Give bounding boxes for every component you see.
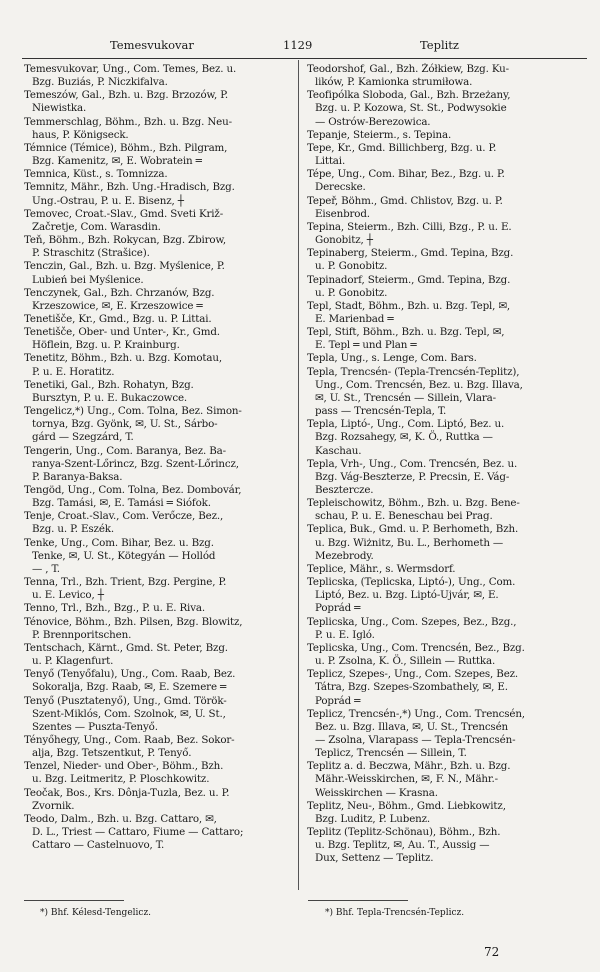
- gazetteer-entry: [24, 168, 302, 181]
- entry-line: Teplicz, Trencsén-,*) Ung., Com. Trencsén,: [307, 707, 525, 720]
- entry-line: Poprád ═: [315, 602, 361, 615]
- entry-line: Höflein, Bzg. u. P. Krainburg.: [32, 339, 180, 352]
- entry-line: Teň, Böhm., Bzh. Rokycan, Bzg. Zbirow,: [24, 234, 227, 247]
- entry-line: Krzeszowice, ✉, E. Krzeszowice ═: [32, 299, 203, 312]
- gazetteer-entry: [24, 695, 302, 734]
- gazetteer-entry: [24, 116, 302, 142]
- entry-line: Temnitz, Mähr., Bzh. Ung.-Hradisch, Bzg.: [24, 181, 235, 194]
- entry-line: u. Bzg. Teplitz, ✉, Au. T., Aussig —: [315, 839, 490, 852]
- entry-line: P. Straschitz (Strašice).: [32, 247, 150, 260]
- entry-line: Teplitz, Neu-, Böhm., Gmd. Liebkowitz,: [307, 799, 506, 812]
- gazetteer-entry: [24, 602, 302, 615]
- entry-line: Gonobitz, ┼: [315, 234, 373, 247]
- gazetteer-entry: [307, 142, 585, 168]
- gazetteer-entry: [307, 708, 585, 761]
- running-header: [0, 38, 600, 54]
- entry-line: Besztercze.: [315, 484, 374, 496]
- gazetteer-entry: [307, 523, 585, 562]
- entry-line: Tepina, Steierm., Bzh. Cilli, Bzg., P. u. E.: [307, 220, 512, 233]
- entry-line: Teplicz, Trencsén — Sillein, T.: [315, 747, 467, 760]
- gazetteer-entry: [24, 576, 302, 602]
- gazetteer-entry: [307, 576, 585, 615]
- entry-line: Temovec, Croat.-Slav., Gmd. Sveti Križ-: [24, 207, 224, 220]
- header-rule: [22, 58, 587, 59]
- entry-line: Tepleischowitz, Böhm., Bzh. u. Bzg. Bene-: [307, 497, 520, 510]
- header-page-number: 1129: [283, 38, 313, 52]
- entry-line: Tepanje, Steierm., s. Tepina.: [307, 128, 452, 141]
- entry-line: Tenyő (Pusztatenyő), Ung., Gmd. Török-: [24, 694, 227, 707]
- entry-line: — Zsolna, Vlarapass — Tepla-Trencsén-: [315, 733, 516, 746]
- gazetteer-entry: [307, 418, 585, 457]
- entry-line: Tényőhegy, Ung., Com. Raab, Bez. Sokor-: [24, 733, 235, 746]
- gazetteer-entry: [24, 642, 302, 668]
- gazetteer-entry: [307, 352, 585, 365]
- entry-line: Tenczin, Gal., Bzh. u. Bzg. Myślenice, P.: [24, 260, 225, 273]
- entry-line: u. P. Klagenfurt.: [32, 655, 114, 668]
- header-right: Teplitz: [420, 38, 459, 52]
- entry-line: Tepla, Vrh-, Ung., Com. Trencsén, Bez. u.: [307, 457, 518, 470]
- entry-line: Tepla, Liptó-, Ung., Com. Liptó, Bez. u.: [307, 418, 505, 431]
- right-column: [307, 63, 585, 866]
- entry-line: u. P. Gonobitz.: [315, 260, 388, 273]
- footnote-left: *) Bhf. Kélesd-Tengelicz.: [40, 908, 152, 918]
- gazetteer-entry: [307, 221, 585, 247]
- entry-line: Bzg. Vág-Beszterze, P. Precsin, E. Vág-: [315, 470, 510, 483]
- entry-line: Ténovice, Böhm., Bzh. Pilsen, Bzg. Blowitz,: [24, 615, 243, 628]
- gazetteer-entry: [307, 616, 585, 642]
- entry-line: u. Bzg. Leitmeritz, P. Ploschkowitz.: [32, 773, 210, 786]
- gazetteer-entry: [24, 405, 302, 444]
- entry-line: Tenje, Croat.-Slav., Com. Verőcze, Bez.,: [24, 510, 224, 523]
- entry-line: Littai.: [315, 155, 346, 168]
- entry-line: Tentschach, Kärnt., Gmd. St. Peter, Bzg.: [24, 641, 228, 654]
- entry-line: Eisenbrod.: [315, 207, 370, 220]
- entry-line: Teplicska, (Teplicska, Liptó-), Ung., Com.: [307, 576, 516, 589]
- gazetteer-entry: [307, 760, 585, 799]
- entry-line: Teofipólka Sloboda, Gal., Bzh. Brzeżany,: [307, 89, 511, 102]
- gazetteer-entry: [24, 287, 302, 313]
- entry-line: Teplice, Mähr., s. Wermsdorf.: [307, 562, 456, 575]
- entry-line: Niewistka.: [32, 102, 87, 115]
- entry-line: Bzg. u. P. Kozowa, St. St., Podwysokie: [315, 102, 507, 115]
- gazetteer-entry: [307, 800, 585, 826]
- gazetteer-entry: [24, 668, 302, 694]
- gazetteer-entry: [24, 484, 302, 510]
- header-left: Temesvukovar: [110, 38, 194, 52]
- entry-line: Mähr.-Weisskirchen, ✉, F. N., Mähr.-: [315, 773, 499, 786]
- entry-line: Začretje, Com. Warasdin.: [32, 220, 161, 233]
- gazetteer-entry: [24, 445, 302, 484]
- entry-line: alja, Bzg. Tetszentkut, P. Tenyő.: [32, 747, 192, 760]
- entry-line: Teodorshof, Gal., Bzh. Żółkiew, Bzg. Ku-: [307, 63, 509, 75]
- entry-line: Dux, Settenz — Teplitz.: [315, 852, 434, 865]
- entry-line: P. Brennporitschen.: [32, 628, 132, 641]
- gazetteer-entry: [307, 826, 585, 865]
- entry-line: Bzg. Buziás, P. Niczkifalva.: [32, 76, 168, 89]
- gazetteer-entry: [24, 813, 302, 852]
- entry-line: Teplitz (Teplitz-Schönau), Böhm., Bzh.: [307, 826, 501, 839]
- entry-line: Tenczynek, Gal., Bzh. Chrzanów, Bzg.: [24, 286, 215, 299]
- entry-line: Tepeř, Böhm., Gmd. Chlistov, Bzg. u. P.: [307, 194, 503, 207]
- entry-line: Ung.-Ostrau, P. u. E. Bisenz, ┼: [32, 194, 184, 207]
- entry-line: Témnice (Témice), Böhm., Bzh. Pilgram,: [24, 141, 228, 154]
- entry-line: P. u. E. Igló.: [315, 628, 375, 641]
- entry-line: Tengelicz,*) Ung., Com. Tolna, Bez. Simon-: [24, 405, 242, 418]
- gazetteer-entry: [307, 129, 585, 142]
- gazetteer-entry: [24, 181, 302, 207]
- entry-line: u. E. Levico, ┼: [32, 589, 104, 602]
- entry-line: Tepla, Trencsén- (Tepla-Trencsén-Teplitz),: [307, 365, 520, 378]
- entry-line: Liptó, Bez. u. Bzg. Liptó-Ujvár, ✉, E.: [315, 589, 499, 602]
- gazetteer-entry: [307, 668, 585, 707]
- entry-line: Teplicska, Ung., Com. Szepes, Bez., Bzg.,: [307, 615, 517, 628]
- entry-line: Temesvukovar, Ung., Com. Temes, Bez. u.: [24, 63, 237, 75]
- entry-line: E. Tepl ═ und Plan ═: [315, 339, 417, 352]
- gazetteer-entry: [24, 734, 302, 760]
- entry-line: Tepe, Kr., Gmd. Billichberg, Bzg. u. P.: [307, 141, 497, 154]
- entry-line: Cattaro — Castelnuovo, T.: [32, 839, 165, 852]
- gazetteer-entry: [24, 379, 302, 405]
- entry-line: Tenke, Ung., Com. Bihar, Bez. u. Bzg.: [24, 536, 214, 549]
- entry-line: Weisskirchen — Krasna.: [315, 786, 438, 799]
- entry-line: Tépe, Ung., Com. Bihar, Bez., Bzg. u. P.: [307, 168, 505, 181]
- gazetteer-entry: [24, 616, 302, 642]
- entry-line: Teplitz a. d. Beczwa, Mähr., Bzh. u. Bzg.: [307, 760, 511, 773]
- entry-line: u. P. Gonobitz.: [315, 286, 388, 299]
- page-number: 72: [484, 945, 500, 959]
- entry-line: D. L., Triest — Cattaro, Fiume — Cattaro;: [32, 826, 244, 839]
- entry-line: Temeszów, Gal., Bzh. u. Bzg. Brzozów, P.: [24, 89, 229, 102]
- entry-line: E. Marienbad ═: [315, 312, 394, 325]
- entry-line: Tenetišče, Ober- und Unter-, Kr., Gmd.: [24, 326, 220, 339]
- entry-line: Temnica, Küst., s. Tomnizza.: [24, 168, 168, 181]
- gazetteer-entry: [307, 63, 585, 89]
- gazetteer-entry: [307, 168, 585, 194]
- entry-line: Tenetišče, Kr., Gmd., Bzg. u. P. Littai.: [24, 312, 212, 325]
- entry-line: Tenetitz, Böhm., Bzh. u. Bzg. Komotau,: [24, 352, 222, 365]
- entry-line: Tengerin, Ung., Com. Baranya, Bez. Ba-: [24, 444, 226, 457]
- gazetteer-entry: [307, 458, 585, 497]
- gazetteer-entry: [307, 274, 585, 300]
- entry-line: u. Bzg. Wiżnitz, Bu. L., Berhometh —: [315, 536, 504, 549]
- gazetteer-entry: [24, 89, 302, 115]
- gazetteer-entry: [24, 510, 302, 536]
- entry-line: Tenna, Trl., Bzh. Trient, Bzg. Pergine, P.: [24, 576, 227, 589]
- gazetteer-entry: [24, 787, 302, 813]
- entry-line: u. P. Zsolna, K. Ö., Sillein — Ruttka.: [315, 655, 496, 668]
- entry-line: lików, P. Kamionka strumiłowa.: [315, 76, 473, 89]
- entry-line: schau, P. u. E. Beneschau bei Prag.: [315, 510, 493, 523]
- gazetteer-entry: [307, 89, 585, 128]
- entry-line: Bzg. Kamenitz, ✉, E. Wobratein ═: [32, 155, 202, 168]
- entry-line: tornya, Bzg. Gyönk, ✉, U. St., Sárbo-: [32, 418, 218, 431]
- gazetteer-entry: [307, 300, 585, 326]
- entry-line: — Ostrów-Berezowica.: [315, 115, 431, 128]
- entry-line: Teočak, Bos., Krs. Dônja-Tuzla, Bez. u. P.: [24, 786, 230, 799]
- entry-line: gárd — Szegzárd, T.: [32, 431, 134, 444]
- entry-line: Teplica, Buk., Gmd. u. P. Berhometh, Bzh.: [307, 523, 519, 536]
- entry-line: haus, P. Königseck.: [32, 128, 129, 141]
- gazetteer-entry: [307, 326, 585, 352]
- entry-line: Tengöd, Ung., Com. Tolna, Bez. Dombovár,: [24, 484, 242, 496]
- entry-line: — , T.: [32, 562, 60, 575]
- entry-line: Kaschau.: [315, 444, 362, 457]
- entry-line: Bzg. Tamási, ✉, E. Tamási ═ Siófok.: [32, 497, 211, 510]
- entry-line: Tenzel, Nieder- und Ober-, Böhm., Bzh.: [24, 760, 224, 773]
- gazetteer-entry: [24, 326, 302, 352]
- entry-line: P. Baranya-Baksa.: [32, 470, 123, 483]
- gazetteer-entry: [307, 195, 585, 221]
- gazetteer-entry: [307, 247, 585, 273]
- gazetteer-entry: [307, 563, 585, 576]
- entry-line: Temmerschlag, Böhm., Bzh. u. Bzg. Neu-: [24, 115, 232, 128]
- footnote-rule-left: [24, 900, 124, 901]
- entry-line: Teodo, Dalm., Bzh. u. Bzg. Cattaro, ✉,: [24, 812, 217, 825]
- entry-line: Tepl, Stadt, Böhm., Bzh. u. Bzg. Tepl, ✉,: [307, 299, 511, 312]
- entry-line: Poprád ═: [315, 694, 361, 707]
- entry-line: Tenke, ✉, U. St., Kötegyán — Hollód: [32, 549, 216, 562]
- gazetteer-entry: [24, 537, 302, 576]
- gazetteer-entry: [307, 497, 585, 523]
- entry-line: ✉, U. St., Trencsén — Sillein, Vlara-: [315, 391, 496, 404]
- entry-line: ranya-Szent-Lőrincz, Bzg. Szent-Lőrincz,: [32, 457, 239, 470]
- footnote-rule-right: [308, 900, 408, 901]
- entry-line: Derecske.: [315, 181, 366, 194]
- gazetteer-entry: [307, 642, 585, 668]
- gazetteer-entry: [24, 313, 302, 326]
- gazetteer-entry: [24, 260, 302, 286]
- entry-line: P. u. E. Horatitz.: [32, 365, 115, 378]
- entry-line: Bursztyn, P. u. E. Bukaczowce.: [32, 391, 188, 404]
- entry-line: Tepinaberg, Steierm., Gmd. Tepina, Bzg.: [307, 247, 514, 260]
- entry-line: Sokoralja, Bzg. Raab, ✉, E. Szemere ═: [32, 681, 227, 694]
- entry-line: Mezebrody.: [315, 549, 374, 562]
- gazetteer-entry: [24, 142, 302, 168]
- gazetteer-entry: [24, 760, 302, 786]
- entry-line: Bez. u. Bzg. Illava, ✉, U. St., Trencsén: [315, 720, 508, 733]
- gazetteer-entry: [24, 63, 302, 89]
- entry-line: Szent-Miklós, Com. Szolnok, ✉, U. St.,: [32, 707, 226, 720]
- gazetteer-entry: [307, 366, 585, 419]
- entry-line: Tepla, Ung., s. Lenge, Com. Bars.: [307, 352, 477, 365]
- entry-line: Bzg. u. P. Eszék.: [32, 523, 114, 536]
- entry-line: Zvornik.: [32, 799, 75, 812]
- entry-line: pass — Trencsén-Tepla, T.: [315, 405, 447, 418]
- footnote-right: *) Bhf. Tepla-Trencsén-Teplicz.: [325, 908, 465, 918]
- entry-line: Bzg. Luditz, P. Lubenz.: [315, 812, 431, 825]
- entry-line: Tepl, Stift, Böhm., Bzh. u. Bzg. Tepl, ✉,: [307, 326, 505, 339]
- gazetteer-entry: [24, 352, 302, 378]
- entry-line: Tenno, Trl., Bzh., Bzg., P. u. E. Riva.: [24, 602, 205, 615]
- entry-line: Tenyő (Tenyőfalu), Ung., Com. Raab, Bez.: [24, 668, 236, 681]
- entry-line: Tátra, Bzg. Szepes-Szombathely, ✉, E.: [315, 681, 508, 694]
- entry-line: Bzg. Rozsahegy, ✉, K. Ö., Ruttka —: [315, 431, 493, 444]
- left-column: [24, 63, 302, 852]
- entry-line: Teplicz, Szepes-, Ung., Com. Szepes, Bez.: [307, 668, 519, 681]
- entry-line: Lubień bei Myślenice.: [32, 273, 144, 286]
- entry-line: Szentes — Puszta-Tenyő.: [32, 720, 158, 733]
- entry-line: Tenetiki, Gal., Bzh. Rohatyn, Bzg.: [24, 378, 194, 391]
- entry-line: Ung., Com. Trencsén, Bez. u. Bzg. Illava,: [315, 378, 523, 391]
- entry-line: Tepinadorf, Steierm., Gmd. Tepina, Bzg.: [307, 273, 511, 286]
- gazetteer-entry: [24, 208, 302, 234]
- gazetteer-entry: [24, 234, 302, 260]
- entry-line: Teplicska, Ung., Com. Trencsén, Bez., Bzg.: [307, 641, 525, 654]
